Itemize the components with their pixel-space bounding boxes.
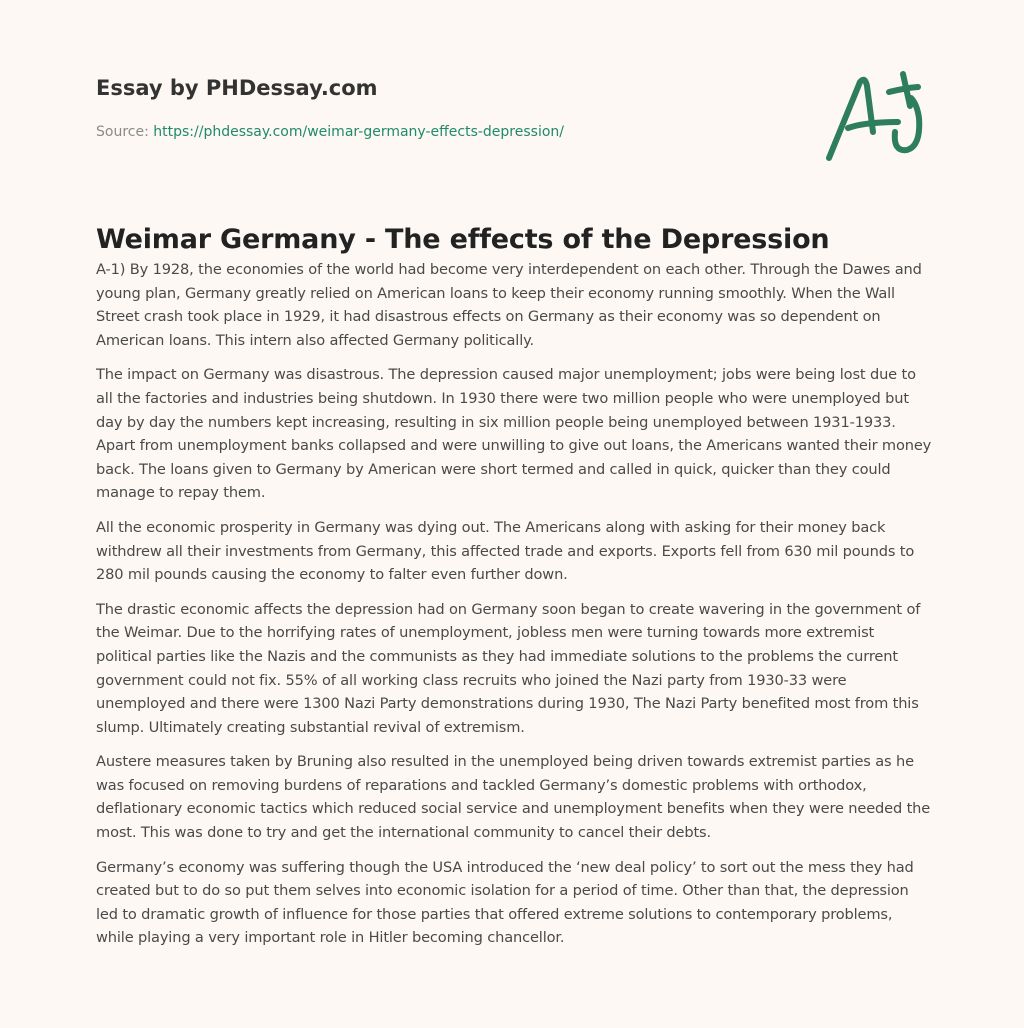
paragraph: Austere measures taken by Bruning also resulted in the unemployed being driven towards extremist parties as he was focused on removing burdens of reparations and tackled Germany’s domestic problems with orthodox, deflationary economic tactics which reduced social service and unemployment benefits when they were needed the most. This was done to try and get the international community to cancel their debts. (96, 753, 931, 842)
article-title: Weimar Germany - The effects of the Depression (96, 224, 830, 255)
source-line (96, 124, 564, 140)
paragraph: The impact on Germany was disastrous. The depression caused major unemployment; jobs were being lost due to all the factories and industries being shutdown. In 1930 there were two million people who were unemployed but day by day the numbers kept increasing, resulting in six million people being unemployed between 1931-1933. Apart from unemployment banks collapsed and were unwilling to give out loans, the Americans wanted their money back. The loans given to Germany by American were short termed and called in quick, quicker than they could manage to repay them. (96, 366, 932, 502)
a-plus-logo-icon (815, 62, 935, 172)
paragraph: All the economic prosperity in Germany was dying out. The Americans along with asking for their money back withdrew all their investments from Germany, this affected trade and exports. Exports fell from 630 mil pounds to 280 mil pounds causing the economy to falter even further down. (96, 518, 915, 584)
source-label: Source: (96, 124, 149, 140)
article-body (96, 258, 932, 961)
site-brand: Essay by PHDessay.com (96, 76, 378, 100)
paragraph: A-1) By 1928, the economies of the world had become very interdependent on each other. Through the Dawes and young plan, Germany greatly relied on American loans to keep their economy running smoothly. When the Wall Street crash took place in 1929, it had disastrous effects on Germany as their economy was so dependent on American loans. This intern also affected Germany politically. (96, 261, 922, 349)
source-link[interactable]: https://phdessay.com/weimar-germany-effects-depression/ (153, 124, 564, 140)
paragraph: The drastic economic affects the depression had on Germany soon began to create wavering in the government of the Weimar. Due to the horrifying rates of unemployment, jobless men were turning towards more extremist political parties like the Nazis and the communists as they had immediate solutions to the problems the current government could not fix. 55% of all working class recruits who joined the Nazi party from 1930-33 were unemployed and there were 1300 Nazi Party demonstrations during 1930, The Nazi Party benefited most from this slump. Ultimately creating substantial revival of extremism. (96, 600, 921, 736)
paragraph: Germany’s economy was suffering though the USA introduced the ‘new deal policy’ to sort out the mess they had created but to do so put them selves into economic isolation for a period of time. Other than that, the depression led to dramatic growth of influence for those parties that offered extreme solutions to contemporary problems, while playing a very important role in Hitler becoming chancellor. (96, 858, 914, 947)
